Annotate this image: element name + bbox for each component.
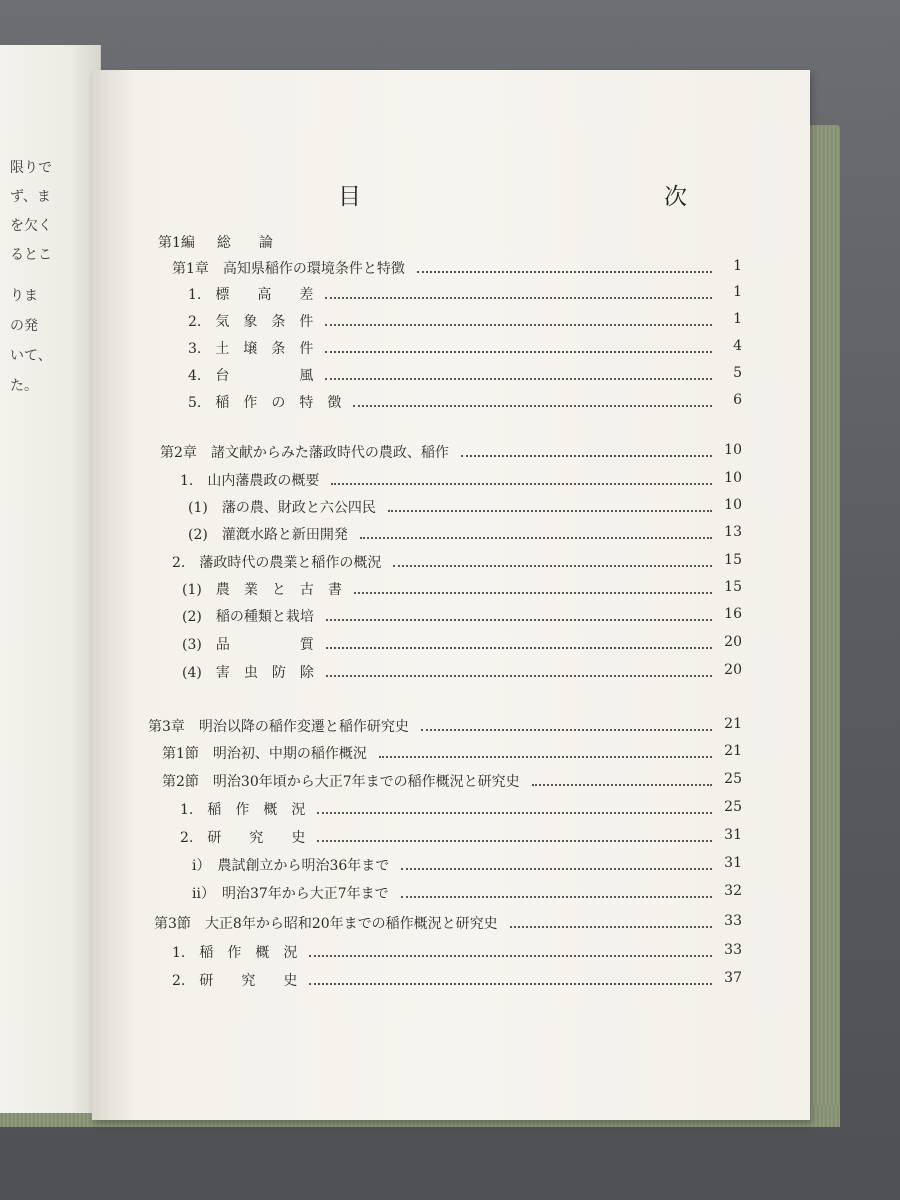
toc-entry-label: ⅰ） 農試創立から明治36年まで (192, 858, 390, 874)
toc-entry-label: 第2章 諸文献からみた藩政時代の農政、稲作 (160, 445, 449, 461)
toc-entry-page: 21 (724, 743, 742, 759)
toc-leader-dots (325, 378, 712, 380)
toc-entry-page: 10 (724, 470, 742, 486)
toc-leader-dots (510, 926, 712, 928)
toc-entry-page: 1 (733, 258, 742, 274)
toc-entry-label: 4. 台 風 (188, 368, 314, 384)
toc-entry-page: 25 (724, 771, 742, 787)
toc-entry-label: 第3節 大正8年から昭和20年までの稲作概況と研究史 (154, 916, 498, 932)
toc-leader-dots (532, 784, 712, 786)
toc-entry-label: 1. 稲 作 概 況 (180, 802, 306, 818)
left-text-fragment: るとこ (10, 247, 52, 263)
toc-entry-page: 20 (724, 662, 742, 678)
toc-leader-dots (325, 324, 712, 326)
toc-entry (182, 662, 742, 684)
toc-entry-page: 15 (724, 579, 742, 595)
toc-entry-label: 第1章 高知県稲作の環境条件と特徴 (172, 261, 405, 277)
toc-leader-dots (360, 537, 712, 539)
toc-entry (188, 524, 742, 546)
toc-entry-label: 2. 研 究 史 (180, 830, 306, 846)
toc-entry (148, 716, 742, 738)
toc-entry-label: 5. 稲 作 の 特 徴 (188, 395, 342, 411)
toc-entry-page: 31 (724, 855, 742, 871)
toc-entry-page: 31 (724, 827, 742, 843)
toc-entry-label: 1. 稲 作 概 況 (172, 945, 298, 961)
toc-entry-page: 15 (724, 552, 742, 568)
toc-leader-dots (331, 483, 712, 485)
toc-entry-page: 37 (724, 970, 742, 986)
toc-leader-dots (325, 297, 712, 299)
toc-entry-page: 10 (724, 442, 742, 458)
toc-entry (182, 579, 742, 601)
toc-leader-dots (326, 675, 712, 677)
toc-entry-label: 3. 土 壌 条 件 (188, 341, 314, 357)
toc-entry-label: (1) 藩の農、財政と六公四民 (188, 500, 376, 516)
toc-entry-label: 第3章 明治以降の稲作変遷と稲作研究史 (148, 719, 409, 735)
toc-leader-dots (317, 840, 712, 842)
toc-leader-dots (379, 756, 712, 758)
left-text-fragment: を欠く (10, 218, 52, 234)
toc-entry-page: 4 (733, 338, 742, 354)
toc-entry-page: 16 (724, 606, 742, 622)
toc-leader-dots (309, 955, 712, 957)
toc-entry-page: 33 (724, 942, 742, 958)
toc-entry-page: 13 (724, 524, 742, 540)
toc-entry-label: 第1節 明治初、中期の稲作概況 (162, 746, 367, 762)
toc-entry-page: 5 (733, 365, 742, 381)
toc-entry-page: 33 (724, 913, 742, 929)
toc-leader-dots (401, 896, 712, 898)
toc-entry-label: (3) 品 質 (182, 637, 314, 653)
toc-leader-dots (326, 619, 712, 621)
toc-entry-page: 32 (724, 883, 742, 899)
toc-entry (182, 606, 742, 628)
toc-entry (172, 552, 742, 574)
toc-entry-label: 1. 山内藩農政の概要 (180, 473, 320, 489)
toc-entry-label: (1) 農 業 と 古 書 (182, 582, 342, 598)
left-page (0, 45, 101, 1113)
toc-leader-dots (421, 729, 712, 731)
toc-entry (180, 470, 742, 492)
left-text-fragment: いて、 (10, 348, 52, 364)
toc-entry (188, 338, 742, 360)
toc-entry (180, 827, 742, 849)
toc-entry (188, 497, 742, 519)
toc-entry-page: 21 (724, 716, 742, 732)
left-text-fragment: りま (10, 288, 38, 304)
toc-entry-page: 6 (733, 392, 742, 408)
toc-entry (172, 942, 742, 964)
toc-entry-page: 20 (724, 634, 742, 650)
toc-leader-dots (417, 271, 712, 273)
toc-entry-label: (2) 稲の種類と栽培 (182, 609, 314, 625)
left-text-fragment: 限りで (10, 160, 52, 176)
toc-entry-page: 1 (733, 311, 742, 327)
toc-entry (192, 855, 742, 877)
toc-part-heading (158, 232, 295, 252)
toc-entry-label: 1. 標 高 差 (188, 287, 314, 303)
toc-entry (162, 743, 742, 765)
toc-entry-label: 2. 研 究 史 (172, 973, 298, 989)
toc-entry-label: 第2節 明治30年頃から大正7年までの稲作概況と研究史 (162, 774, 520, 790)
toc-entry-label: ⅱ） 明治37年から大正7年まで (192, 886, 389, 902)
toc-part-title: 総 論 (216, 235, 273, 251)
toc-leader-dots (354, 592, 712, 594)
toc-leader-dots (401, 868, 712, 870)
toc-entry (172, 258, 742, 280)
left-text-fragment: の発 (10, 318, 38, 334)
toc-entry-label: (4) 害 虫 防 除 (182, 665, 314, 681)
toc-leader-dots (388, 510, 712, 512)
toc-leader-dots (393, 565, 712, 567)
toc-entry (180, 799, 742, 821)
toc-entry-label: 2. 藩政時代の農業と稲作の概況 (172, 555, 382, 571)
toc-title: 目 次 (338, 184, 827, 210)
toc-entry (160, 442, 742, 464)
toc-entry-page: 25 (724, 799, 742, 815)
toc-entry (162, 771, 742, 793)
toc-leader-dots (309, 983, 712, 985)
toc-entry (154, 913, 742, 935)
toc-entry (182, 634, 742, 656)
toc-entry (188, 311, 742, 333)
toc-entry (192, 883, 742, 905)
toc-entry (188, 365, 742, 387)
toc-leader-dots (353, 405, 712, 407)
toc-leader-dots (461, 455, 712, 457)
left-text-fragment: た。 (10, 378, 38, 394)
toc-entry (188, 392, 742, 414)
toc-entry (172, 970, 742, 992)
toc-entry-label: 2. 気 象 条 件 (188, 314, 314, 330)
toc-part-number: 第1編 (158, 235, 195, 251)
toc-entry-page: 1 (733, 284, 742, 300)
toc-leader-dots (326, 647, 712, 649)
toc-entry (188, 284, 742, 306)
toc-leader-dots (317, 812, 712, 814)
toc-leader-dots (325, 351, 712, 353)
toc-entry-page: 10 (724, 497, 742, 513)
right-page (92, 70, 827, 1120)
left-text-fragment: ず、ま (10, 189, 51, 205)
toc-entry-label: (2) 灌漑水路と新田開発 (188, 527, 348, 543)
